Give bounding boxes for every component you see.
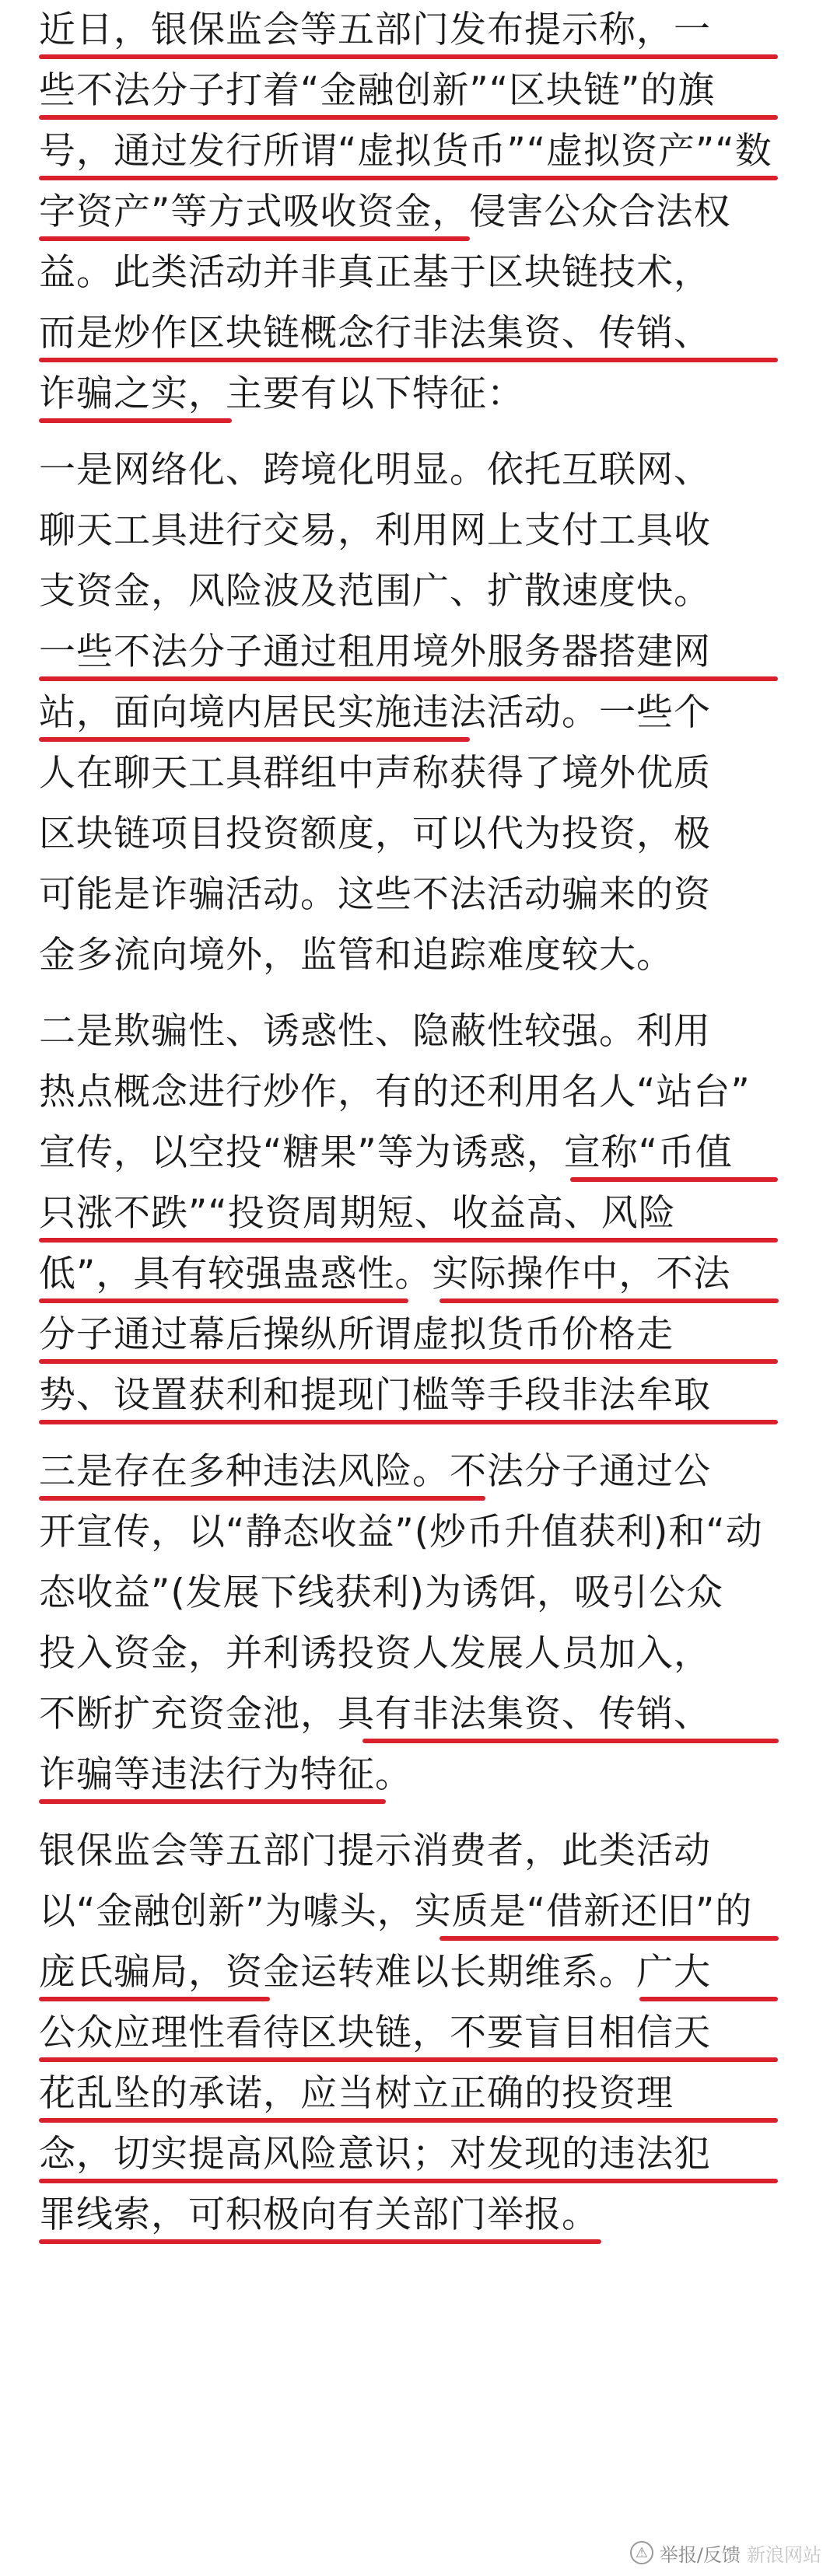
text-line-content: 区块链项目投资额度，可以代为投资，极 bbox=[39, 813, 711, 855]
text-line-content: 势、设置获利和提现门槛等手段非法牟取 bbox=[39, 1374, 711, 1417]
highlight-underline bbox=[39, 2057, 778, 2062]
text-line-content: 一是网络化、跨境化明显。依托互联网、 bbox=[39, 449, 711, 491]
highlight-underline bbox=[39, 1298, 408, 1303]
text-line-content: 二是欺骗性、诱惑性、隐蔽性较强。利用 bbox=[39, 1010, 711, 1053]
text-line bbox=[39, 683, 809, 743]
text-line-content: 花乱坠的承诺，应当树立正确的投资理 bbox=[39, 2072, 674, 2115]
text-line bbox=[39, 561, 809, 622]
text-line bbox=[39, 925, 809, 1001]
text-line-content: 以“金融创新”为噱头，实质是“借新还旧”的 bbox=[39, 1890, 753, 1933]
text-line-content: 诈骗等违法行为特征。 bbox=[39, 1753, 412, 1796]
article-body bbox=[39, 0, 809, 2246]
text-line-content: 念，切实提高风险意识；对发现的违法犯 bbox=[39, 2133, 711, 2176]
highlight-underline bbox=[39, 1496, 485, 1501]
text-line bbox=[39, 1001, 809, 1062]
watermark: 新浪网站 bbox=[747, 2543, 821, 2566]
text-line bbox=[39, 1123, 809, 1183]
text-line bbox=[39, 182, 809, 243]
text-line-content: 些不法分子打着“金融创新”“区块链”的旗 bbox=[39, 69, 716, 112]
text-line bbox=[39, 121, 809, 182]
text-line-content: 宣传，以空投“糖果”等为诱惑，宣称“币值 bbox=[39, 1131, 734, 1174]
highlight-underline bbox=[39, 54, 778, 59]
text-line bbox=[39, 1821, 809, 1882]
article-paragraph bbox=[39, 1821, 809, 2246]
text-line-content: 态收益”(发展下线获利)为诱饵，吸引公众 bbox=[39, 1571, 724, 1614]
highlight-underline bbox=[639, 1997, 778, 2001]
highlight-underline bbox=[39, 1799, 386, 1804]
text-line bbox=[39, 1183, 809, 1244]
highlight-underline bbox=[39, 236, 470, 241]
text-line bbox=[39, 622, 809, 683]
text-line bbox=[39, 2185, 809, 2246]
text-line-content: 投入资金，并利诱投资人发展人员加入， bbox=[39, 1632, 711, 1675]
text-line bbox=[39, 2064, 809, 2124]
highlight-underline bbox=[39, 176, 778, 180]
highlight-underline bbox=[39, 115, 778, 120]
text-line-content: 近日，银保监会等五部门发布提示称，一 bbox=[39, 9, 711, 51]
text-line bbox=[39, 0, 809, 61]
text-line bbox=[39, 440, 809, 501]
text-line bbox=[39, 1942, 809, 2003]
highlight-underline bbox=[440, 1298, 779, 1303]
highlight-underline bbox=[39, 2239, 601, 2244]
text-line-content: 支资金，风险波及范围广、扩散速度快。 bbox=[39, 570, 711, 613]
text-line bbox=[39, 61, 809, 121]
text-line-content: 号，通过发行所谓“虚拟货币”“虚拟资产”“数 bbox=[39, 130, 772, 173]
text-line bbox=[39, 501, 809, 561]
text-line-content: 三是存在多种违法风险。不法分子通过公 bbox=[39, 1450, 711, 1493]
text-line-content: 一些不法分子通过租用境外服务器搭建网 bbox=[39, 631, 711, 673]
text-line-content: 诈骗之实，主要有以下特征： bbox=[39, 372, 524, 415]
feedback-icon: ⚠ bbox=[630, 2541, 653, 2564]
text-line bbox=[39, 1365, 809, 1442]
text-line-content: 热点概念进行炒作，有的还利用名人“站台” bbox=[39, 1071, 751, 1113]
highlight-underline bbox=[39, 1997, 270, 2001]
text-line-content: 人在聊天工具群组中声称获得了境外优质 bbox=[39, 752, 711, 795]
highlight-underline bbox=[39, 676, 778, 681]
text-line-content: 开宣传，以“静态收益”(炒币升值获利)和“动 bbox=[39, 1511, 763, 1554]
text-line-content: 益。此类活动并非真正基于区块链技术， bbox=[39, 251, 711, 294]
highlight-underline bbox=[570, 1177, 778, 1182]
text-line bbox=[39, 1062, 809, 1123]
text-line bbox=[39, 2124, 809, 2185]
text-line bbox=[39, 1442, 809, 1502]
highlight-underline bbox=[39, 358, 778, 362]
text-line bbox=[39, 1563, 809, 1624]
highlight-underline bbox=[39, 1238, 778, 1243]
text-line bbox=[39, 1502, 809, 1563]
text-line-content: 只涨不跌”“投资周期短、收益高、风险 bbox=[39, 1192, 676, 1235]
highlight-underline bbox=[39, 1359, 778, 1364]
highlight-underline bbox=[362, 1739, 779, 1743]
text-line bbox=[39, 2003, 809, 2064]
text-line-content: 聊天工具进行交易，利用网上支付工具收 bbox=[39, 509, 711, 552]
highlight-underline bbox=[39, 418, 232, 423]
highlight-underline bbox=[440, 1936, 779, 1941]
highlight-underline bbox=[39, 2118, 778, 2123]
article-paragraph bbox=[39, 0, 809, 440]
highlight-underline bbox=[39, 1420, 778, 1424]
report-feedback-link[interactable] bbox=[630, 2537, 821, 2568]
text-line-content: 公众应理性看待区块链，不要盲目相信天 bbox=[39, 2012, 711, 2054]
article-paragraph bbox=[39, 1001, 809, 1442]
text-line-content: 可能是诈骗活动。这些不法活动骗来的资 bbox=[39, 873, 711, 916]
text-line-content: 银保监会等五部门提示消费者，此类活动 bbox=[39, 1830, 711, 1872]
text-line bbox=[39, 804, 809, 865]
report-feedback-label: 举报/反馈 bbox=[659, 2543, 741, 2566]
text-line-content: 不断扩充资金池，具有非法集资、传销、 bbox=[39, 1693, 711, 1735]
article-paragraph bbox=[39, 1442, 809, 1821]
text-line bbox=[39, 1305, 809, 1365]
text-line bbox=[39, 743, 809, 804]
text-line bbox=[39, 303, 809, 364]
text-line bbox=[39, 243, 809, 303]
highlight-underline bbox=[39, 737, 470, 742]
text-line bbox=[39, 1624, 809, 1684]
highlight-underline bbox=[39, 2179, 778, 2183]
text-line-content: 罪线索，可积极向有关部门举报。 bbox=[39, 2193, 599, 2236]
text-line-content: 庞氏骗局，资金运转难以长期维系。广大 bbox=[39, 1951, 711, 1994]
text-line-content: 低”，具有较强蛊惑性。实际操作中，不法 bbox=[39, 1253, 731, 1295]
text-line bbox=[39, 364, 809, 440]
text-line-content: 而是炒作区块链概念行非法集资、传销、 bbox=[39, 312, 711, 355]
text-line-content: 分子通过幕后操纵所谓虚拟货币价格走 bbox=[39, 1313, 674, 1356]
text-line bbox=[39, 1745, 809, 1821]
text-line bbox=[39, 1244, 809, 1305]
text-line bbox=[39, 865, 809, 925]
text-line bbox=[39, 1882, 809, 1942]
text-line-content: 金多流向境外，监管和追踪难度较大。 bbox=[39, 934, 674, 977]
article-paragraph bbox=[39, 440, 809, 1001]
text-line-content: 站，面向境内居民实施违法活动。一些个 bbox=[39, 691, 711, 734]
text-line bbox=[39, 1684, 809, 1745]
text-line-content: 字资产”等方式吸收资金，侵害公众合法权 bbox=[39, 190, 731, 233]
